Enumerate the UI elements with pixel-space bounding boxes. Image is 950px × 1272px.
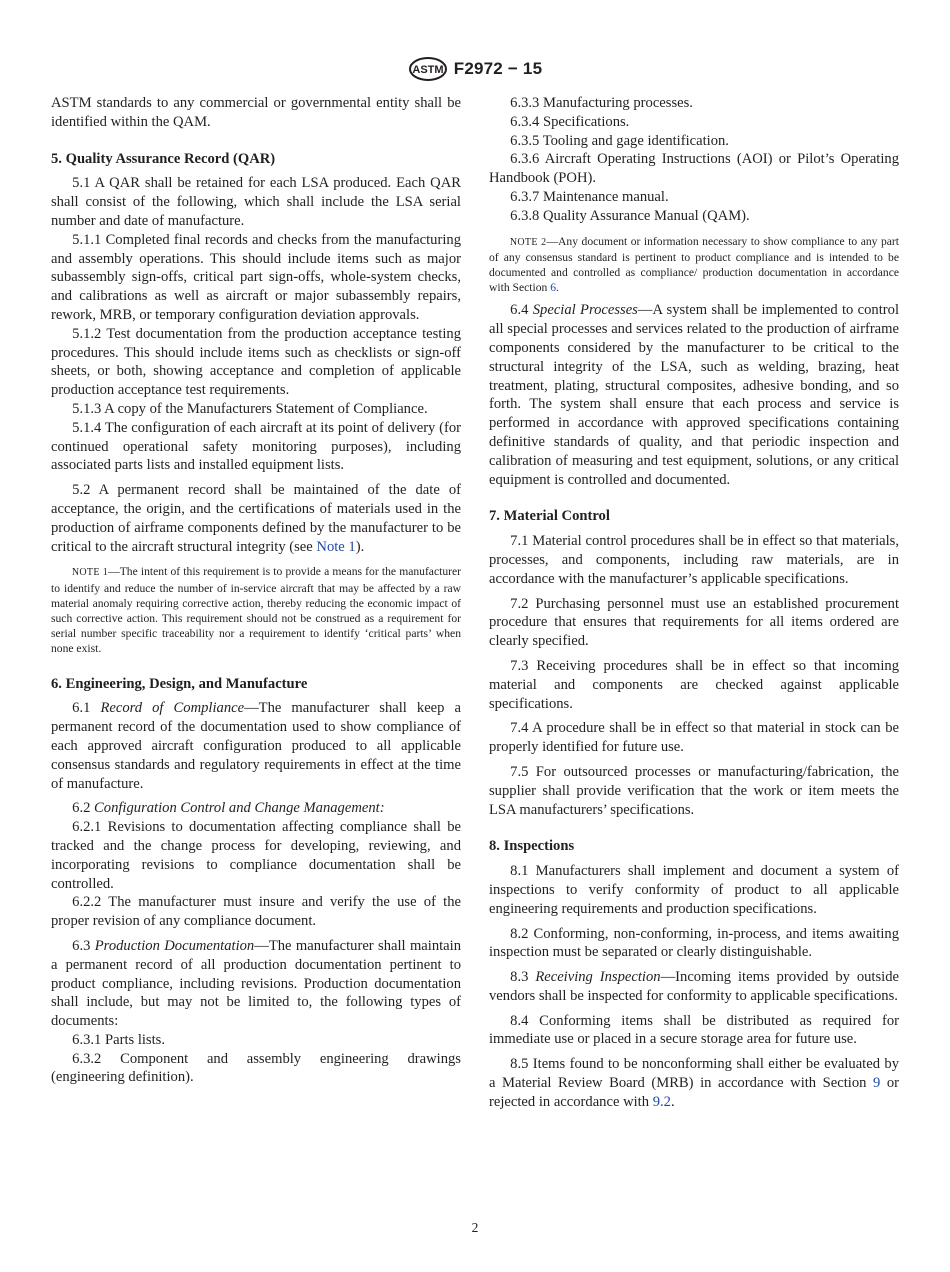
paragraph-5-1-1: 5.1.1 Completed final records and checks from the manufacturing and assembly operations. This should include items such as major subassembly sign-offs, critical part sign-offs, whole-system checks, and calibrations as well as aircraft or major subassembly repairs, rework, MRB, or temporary configuration deviation approvals. [51,231,461,323]
paragraph-6-3-6: 6.3.6 Aircraft Operating Instructions (AOI) or Pilot’s Operating Handbook (POH). [489,151,899,187]
paragraph-6-2: 6.2 Configuration Control and Change Management: [72,800,385,817]
right-column [489,94,899,1112]
page-header [0,56,950,82]
paragraph-7-1: 7.1 Material control procedures shall be in effect so that materials, processes, and components, including raw materials, are in accordance with the manufacturer’s applicable specifications. [489,533,899,587]
paragraph-6-3-4: 6.3.4 Specifications. [510,113,630,130]
note-1-link[interactable]: Note 1 [316,538,356,555]
paragraph-7-5: 7.5 For outsourced processes or manufacturing/fabrication, the supplier shall provide verification that the work or item meets the LSA manufacturers’ specifications. [489,763,899,818]
paragraph-6-2-2: 6.2.2 The manufacturer must insure and verify the use of the proper revision of any compliance document. [51,894,461,930]
paragraph-6-3-1: 6.3.1 Parts lists. [72,1031,165,1048]
page-number: 2 [471,1220,479,1235]
section-6-link[interactable]: 6 [550,281,556,295]
paragraph-6-4: 6.4 Special Processes—A system shall be implemented to control all special processes and services related to the production of airframe components considered by the manufacturer to be critical to the structural integrity of the LSA, such as welding, brazing, heat treatment, plating, structural composites, adhesive bonding, and so forth. The system shall ensure that each process and service is performed in accordance with approved specifications containing definitive standards of quality, and that periodic inspection and calibration of measuring and test equipment, solutions, or any critical equipment is controlled and documented. [489,302,899,488]
intro-paragraph: ASTM standards to any commercial or governmental entity shall be identified within the QAM. [51,95,461,130]
paragraph-6-3-8: 6.3.8 Quality Assurance Manual (QAM). [510,207,750,224]
paragraph-6-3-2: 6.3.2 Component and assembly engineering drawings (engineering definition). [51,1050,461,1086]
paragraph-5-1-3: 5.1.3 A copy of the Manufacturers Statement of Compliance. [72,400,428,417]
paragraph-5-1: 5.1 A QAR shall be retained for each LSA produced. Each QAR shall consist of the following, which shall include the LSA serial number and date of manufacture. [51,175,461,229]
paragraph-8-5: 8.5 Items found to be nonconforming shall either be evaluated by a Material Review Board (MRB) in accordance with Section 9 or rejected in accordance with 9.2. [489,1056,899,1110]
paragraph-8-3: 8.3 Receiving Inspection—Incoming items provided by outside vendors shall be inspected for conformity to applicable specifications. [489,969,899,1004]
section-8-heading: 8. Inspections [489,838,575,855]
section-6-heading: 6. Engineering, Design, and Manufacture [51,675,308,692]
paragraph-7-2: 7.2 Purchasing personnel must use an established procurement procedure that ensures that requirements for all items ordered are clearly specified. [489,595,899,650]
paragraph-6-3-7: 6.3.7 Maintenance manual. [510,188,669,205]
left-column [51,94,461,1087]
paragraph-5-1-4: 5.1.4 The configuration of each aircraft at its point of delivery (for continued operational safety monitoring purposes), including associated parts lists and installed equipment lists. [51,419,461,474]
section-9-2-link[interactable]: 9.2 [652,1093,671,1110]
paragraph-5-1-2: 5.1.2 Test documentation from the production acceptance testing procedures. This should include items such as checklists or sign-off sheets, or both, showing acceptance and completion of applicable production acceptance test requirements. [51,325,461,399]
note-1: NOTE 1—The intent of this requirement is to provide a means for the manufacturer to identify and reduce the number of in-service aircraft that may be affected by a raw material anomaly requiring corrective action, thereby reducing the economic impact of such corrective action. This requirement should not be construed as a requirement for serial number specific traceability nor a requirement to identify ‘critical parts’ when none exist. [51,565,461,656]
paragraph-6-3-5: 6.3.5 Tooling and gage identification. [510,132,729,149]
section-9-link[interactable]: 9 [872,1075,881,1092]
document-number: F2972 − 15 [453,59,543,78]
astm-logo-icon [408,57,448,81]
section-5-heading: 5. Quality Assurance Record (QAR) [51,150,276,167]
paragraph-7-3: 7.3 Receiving procedures shall be in effect so that incoming material and components are checked against applicable specifications. [489,657,899,712]
note-1-label: NOTE 1 [71,567,109,579]
paragraph-6-3-3: 6.3.3 Manufacturing processes. [510,95,693,111]
svg-text:ASTM: ASTM [412,64,444,76]
note-2-label: NOTE 2 [509,236,547,248]
paragraph-8-2: 8.2 Conforming, non-conforming, in-process, and items awaiting inspection must be separated or clearly distinguishable. [489,925,899,961]
paragraph-5-2: 5.2 A permanent record shall be maintained of the date of acceptance, the origin, and the certifications of materials used in the production of airframe components defined by the manufacturer to be critical to the aircraft structural integrity (see Note 1). [51,482,461,555]
paragraph-8-1: 8.1 Manufacturers shall implement and document a system of inspections to verify conformity of product to all applicable engineering requirements and production specifications. [489,863,899,917]
paragraph-8-4: 8.4 Conforming items shall be distributed as required for immediate use or placed in a secure storage area for future use. [489,1012,899,1048]
section-7-heading: 7. Material Control [489,508,610,525]
paragraph-6-3: 6.3 Production Documentation—The manufacturer shall maintain a permanent record of all production documentation pertinent to product compliance, including revisions. Production documentation shall include, but may not be limited to, the following types of documents: [51,937,462,1030]
paragraph-6-2-1: 6.2.1 Revisions to documentation affecting compliance shall be tracked and the change process for developing, reviewing, and incorporating revisions to compliance documentation shall be controlled. [51,819,461,892]
paragraph-6-1: 6.1 Record of Compliance—The manufacturer shall keep a permanent record of the documentation used to show compliance of each approved aircraft configuration produced to all applicable consensus standards and regulatory requirements in effect at the time of manufacture. [51,700,461,792]
paragraph-7-4: 7.4 A procedure shall be in effect so that material in stock can be properly identified for future use. [489,720,899,756]
note-2: NOTE 2—Any document or information necessary to show compliance to any part of any consensus standard is pertinent to product compliance and is intended to be documented and controlled as compliance/ production documentation in accordance with Section 6. [489,234,899,295]
